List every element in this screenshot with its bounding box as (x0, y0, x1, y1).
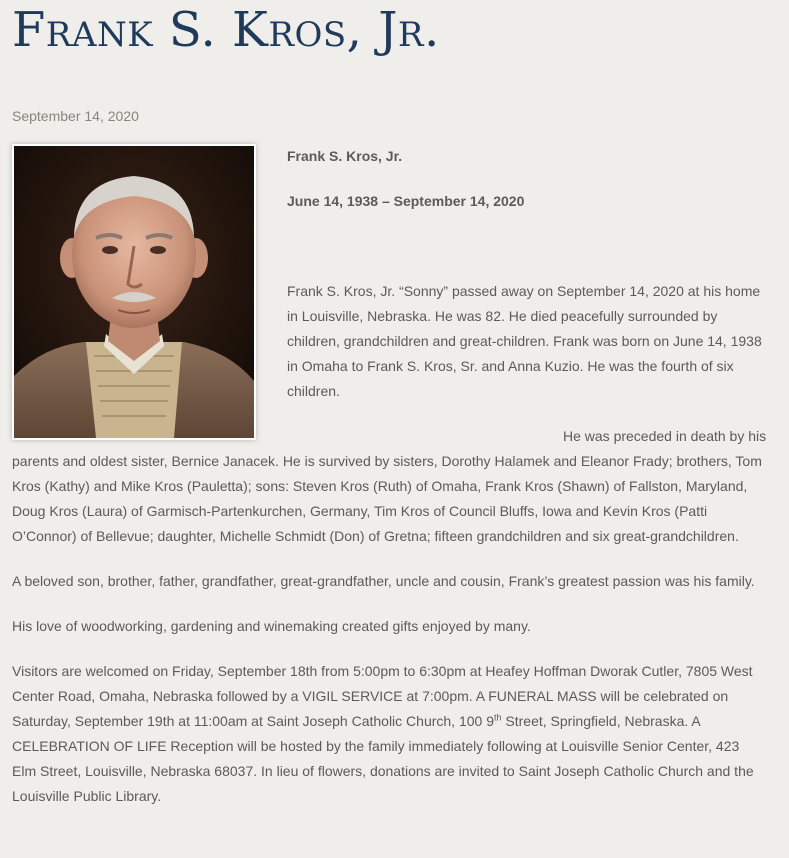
obituary-paragraph-4: His love of woodworking, gardening and winemaking created gifts enjoyed by many. (12, 618, 531, 634)
ordinal-suffix: th (494, 712, 502, 723)
page-title: Frank S. Kros, Jr. (12, 2, 440, 58)
lifespan-dates: June 14, 1938 – September 14, 2020 (287, 193, 525, 209)
portrait-image (14, 146, 254, 438)
obituary-paragraph-2: He was preceded in death by his parents and oldest sister, Bernice Janacek. He is survived by sisters, Dorothy Halamek and Eleanor Frady; brothers, Tom Kros (Kathy) and Mike Kros (Pauletta); sons: Steven Kros (Ruth) of Omaha, Frank Kros (Shawn) of Fallston, Maryland, Doug Kros (Laura) of Garmisch-Partenkurchen, Germany, Tim Kros of Council Bluffs, Iowa and Kevin Kros (Patti O’Connor) of Bellevue; daughter, Michelle Schmidt (Don) of Gretna; fifteen grandchildren and six great-grandchildren. (12, 428, 767, 544)
service-details-part-1: Visitors are welcomed on Friday, September 18th from 5:00pm to 6:30pm at Heafey Hoffman Dworak Cutler, 7805 West Center Road, Omaha, Nebraska followed by a VIGIL SERVICE at 7:00pm. A FUNERAL MASS will be celebrated on Saturday, September 19th at 11:00am at Saint Joseph Catholic Church, 100 9 (12, 663, 753, 729)
obituary-paragraph-3: A beloved son, brother, father, grandfather, great-grandfather, uncle and cousin, Frank’s greatest passion was his family. (12, 573, 755, 589)
obituary-content (12, 144, 767, 809)
obituary-page (12, 0, 767, 829)
portrait-photo (12, 144, 256, 440)
obituary-paragraph-5 (12, 659, 767, 809)
service-details-part-2: Street, Springfield, Nebraska. A CELEBRATION OF LIFE Reception will be hosted by the family immediately following at Louisville Senior Center, 423 Elm Street, Louisville, Nebraska 68037. In lieu of flowers, donations are invited to Saint Joseph Catholic Church and the Louisville Public Library. (12, 713, 754, 804)
obituary-paragraph-1: Frank S. Kros, Jr. “Sonny” passed away on September 14, 2020 at his home in Louisville, Nebraska. He was 82. He died peacefully surrounded by children, grandchildren and great-children. Frank was born on June 14, 1938 in Omaha to Frank S. Kros, Sr. and Anna Kuzio. He was the fourth of six children. (287, 283, 762, 399)
deceased-name: Frank S. Kros, Jr. (287, 148, 403, 164)
post-date: September 14, 2020 (12, 108, 139, 124)
